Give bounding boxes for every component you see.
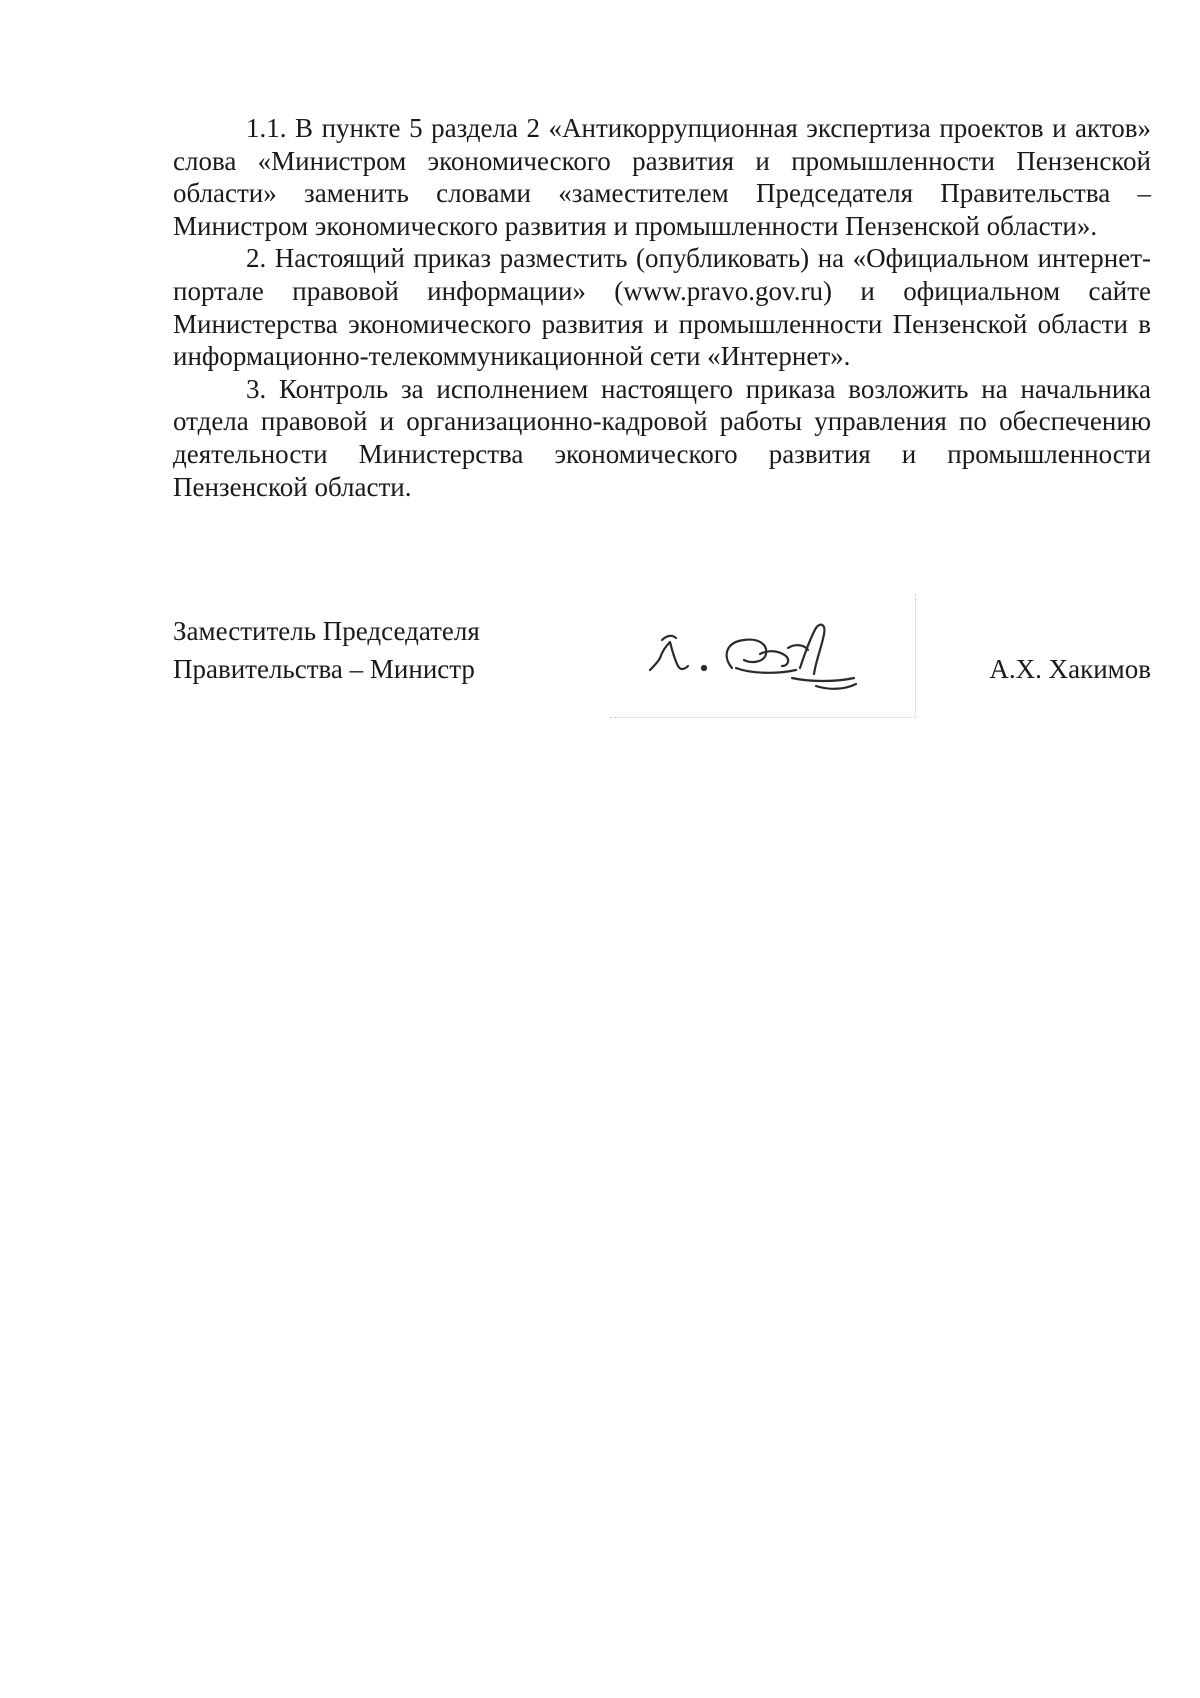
signatory-name: А.Х. Хакимов — [989, 654, 1151, 684]
paragraph-3: 3. Контроль за исполнением настоящего приказа возложить на начальника отдела правовой и организационно-кадровой работы управления по обеспечению деятельности Министерства экономического развития и промышленности Пензенской области. — [173, 373, 1151, 502]
handwritten-signature — [610, 594, 916, 718]
paragraph-2: 2. Настоящий приказ разместить (опубликовать) на «Официальном интернет-портале правовой информации» (www.pravo.gov.ru) и официальном сайте Министерства экономического развития и промышленности Пензенской области в информационно-телекоммуникационной сети «Интернет». — [173, 243, 1151, 372]
paragraph-1-1: 1.1. В пункте 5 раздела 2 «Антикоррупционная экспертиза проектов и актов» слова «Министром экономического развития и промышленности Пензенской области» заменить словами «заместителем Председателя Правительства – Министром экономического развития и промышленности Пензенской области». — [173, 113, 1151, 241]
document-body — [173, 112, 1151, 503]
signatory-title — [173, 612, 480, 688]
signature-scribble-icon — [640, 612, 890, 702]
signatory-title-line-1: Заместитель Председателя — [173, 616, 480, 646]
signatory-title-line-2: Правительства – Министр — [173, 654, 475, 684]
